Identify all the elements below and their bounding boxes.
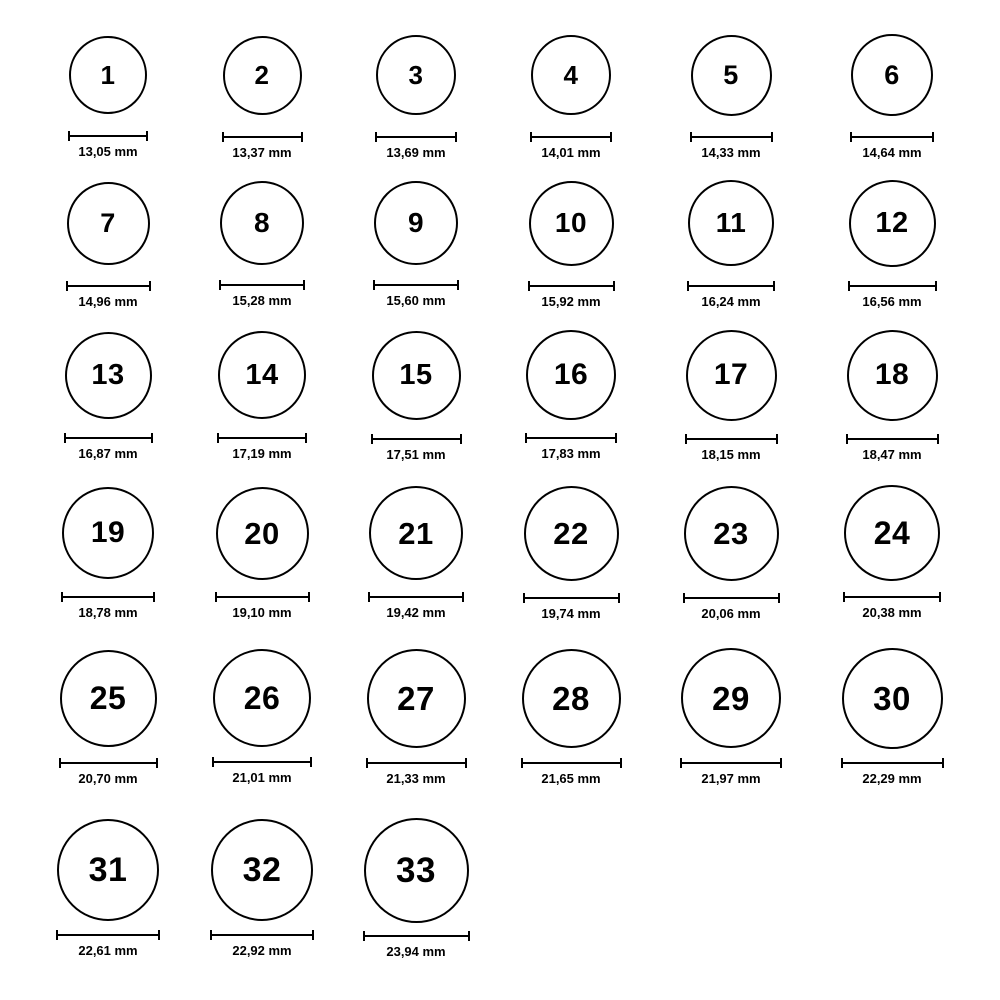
ring-circle (851, 34, 933, 116)
ring-number: 7 (100, 207, 116, 238)
measure-line (685, 438, 778, 440)
ring-diameter-label: 20,70 mm (78, 770, 138, 786)
ring-diameter-label: 14,64 mm (862, 145, 922, 160)
measure-cap-right (942, 758, 944, 768)
ring-circle (522, 649, 621, 748)
ring-circle (681, 648, 781, 748)
diameter-measure-bar (366, 758, 467, 768)
measure-line (212, 761, 312, 763)
ring-number: 32 (242, 851, 282, 889)
ring-number: 10 (554, 207, 588, 238)
ring-circle (67, 182, 150, 265)
ring-diameter-label: 17,83 mm (541, 446, 601, 461)
measure-line (523, 597, 620, 599)
measure-line (850, 136, 934, 138)
measure-line (366, 762, 467, 764)
ring-size-cell (341, 331, 491, 462)
diameter-measure-bar (64, 433, 153, 443)
ring-diameter-label: 17,51 mm (386, 446, 446, 462)
ring-number: 21 (398, 515, 434, 551)
ring-number: 27 (397, 679, 435, 717)
diameter-measure-bar (690, 132, 773, 142)
ring-circle (691, 35, 772, 116)
ring-size-cell (33, 36, 183, 159)
ring-circle (60, 650, 157, 747)
ring-size-cell (341, 818, 491, 959)
measure-cap-right (158, 930, 160, 940)
ring-number: 20 (244, 515, 280, 551)
diameter-measure-bar (530, 132, 612, 142)
ring-number: 25 (89, 680, 127, 716)
measure-line (64, 437, 153, 439)
measure-line (680, 762, 782, 764)
ring-size-cell (496, 181, 646, 309)
measure-cap-right (462, 592, 464, 602)
ring-size-cell (187, 181, 337, 308)
ring-diameter-label: 18,47 mm (862, 446, 922, 462)
measure-line (525, 437, 617, 439)
ring-size-cell (656, 35, 806, 160)
measure-cap-right (615, 433, 617, 443)
ring-circle (844, 485, 940, 581)
measure-cap-right (146, 131, 148, 141)
ring-size-cell (817, 180, 967, 309)
ring-size-cell (187, 487, 337, 620)
ring-diameter-label: 13,69 mm (386, 145, 446, 160)
ring-size-cell (341, 649, 491, 786)
ring-number: 23 (713, 515, 749, 551)
measure-line (375, 136, 457, 138)
ring-number: 33 (396, 850, 436, 890)
ring-circle (684, 486, 779, 581)
ring-number: 24 (873, 515, 911, 551)
measure-cap-right (303, 280, 305, 290)
measure-line (690, 136, 773, 138)
ring-circle (220, 181, 304, 265)
ring-diameter-label: 17,19 mm (232, 446, 292, 461)
measure-line (683, 597, 780, 599)
ring-circle (223, 36, 302, 115)
measure-cap-right (312, 930, 314, 940)
measure-line (56, 934, 160, 936)
diameter-measure-bar (687, 281, 775, 291)
ring-diameter-label: 16,24 mm (701, 294, 761, 309)
diameter-measure-bar (850, 132, 934, 142)
measure-cap-right (156, 758, 158, 768)
ring-diameter-label: 21,01 mm (232, 770, 292, 785)
ring-circle (524, 486, 619, 581)
diameter-measure-bar (68, 131, 148, 141)
ring-number: 15 (399, 358, 433, 391)
ring-number: 13 (91, 358, 125, 391)
measure-cap-right (932, 132, 934, 142)
ring-size-cell (341, 486, 491, 620)
measure-line (687, 285, 775, 287)
measure-cap-right (771, 132, 773, 142)
ring-diameter-label: 20,06 mm (701, 605, 761, 621)
ring-size-cell (187, 331, 337, 461)
ring-diameter-label: 22,92 mm (232, 943, 292, 958)
measure-cap-right (937, 434, 939, 444)
ring-number: 14 (245, 358, 279, 391)
ring-size-cell (496, 486, 646, 621)
ring-size-cell (187, 649, 337, 785)
measure-cap-right (620, 758, 622, 768)
measure-line (363, 935, 470, 937)
measure-cap-right (939, 592, 941, 602)
ring-circle (211, 819, 313, 921)
ring-diameter-label: 22,29 mm (862, 770, 922, 786)
ring-number: 16 (553, 358, 589, 391)
measure-cap-right (773, 281, 775, 291)
ring-diameter-label: 22,61 mm (78, 943, 138, 958)
ring-number: 11 (715, 207, 747, 238)
ring-size-cell (496, 35, 646, 160)
ring-circle (842, 648, 943, 749)
diameter-measure-bar (219, 280, 305, 290)
ring-diameter-label: 20,38 mm (862, 605, 922, 620)
diameter-measure-bar (521, 758, 622, 768)
diameter-measure-bar (680, 758, 782, 768)
ring-size-cell (817, 485, 967, 620)
ring-number: 6 (884, 59, 900, 90)
measure-cap-right (780, 758, 782, 768)
ring-circle (57, 819, 159, 921)
measure-line (848, 285, 937, 287)
ring-diameter-label: 21,97 mm (701, 771, 761, 786)
diameter-measure-bar (846, 434, 939, 444)
ring-number: 31 (88, 851, 128, 889)
ring-number: 22 (553, 515, 589, 551)
measure-line (61, 596, 155, 598)
measure-line (215, 596, 310, 598)
ring-circle (372, 331, 461, 420)
diameter-measure-bar (59, 758, 158, 768)
ring-circle (376, 35, 456, 115)
ring-diameter-label: 19,10 mm (232, 604, 292, 620)
ring-number: 19 (90, 516, 126, 549)
ring-size-cell (33, 819, 183, 958)
ring-size-cell (496, 649, 646, 786)
ring-size-cell (496, 330, 646, 461)
measure-cap-right (778, 593, 780, 603)
measure-cap-right (618, 593, 620, 603)
ring-diameter-label: 13,37 mm (232, 144, 292, 160)
ring-circle (529, 181, 614, 266)
diameter-measure-bar (683, 593, 780, 603)
measure-cap-right (457, 280, 459, 290)
ring-number: 4 (563, 60, 579, 90)
measure-cap-right (613, 281, 615, 291)
ring-diameter-label: 16,87 mm (78, 445, 138, 461)
diameter-measure-bar (363, 931, 470, 941)
ring-diameter-label: 15,28 mm (232, 293, 292, 308)
measure-line (368, 596, 464, 598)
ring-diameter-label: 13,05 mm (78, 144, 138, 159)
ring-size-cell (817, 34, 967, 160)
ring-number: 30 (873, 679, 911, 717)
diameter-measure-bar (222, 132, 303, 142)
measure-cap-right (468, 931, 470, 941)
ring-diameter-label: 19,74 mm (541, 605, 601, 621)
measure-line (222, 136, 303, 138)
measure-cap-right (455, 132, 457, 142)
diameter-measure-bar (210, 930, 314, 940)
measure-cap-right (301, 132, 303, 142)
diameter-measure-bar (373, 280, 459, 290)
ring-diameter-label: 14,01 mm (541, 145, 601, 160)
measure-cap-right (308, 592, 310, 602)
diameter-measure-bar (212, 757, 312, 767)
ring-circle (216, 487, 309, 580)
measure-line (217, 437, 307, 439)
measure-line (68, 135, 148, 137)
ring-number: 17 (713, 358, 749, 391)
measure-cap-right (305, 433, 307, 443)
ring-circle (369, 486, 463, 580)
measure-cap-right (310, 757, 312, 767)
diameter-measure-bar (523, 593, 620, 603)
ring-diameter-label: 18,15 mm (701, 446, 761, 462)
ring-size-cell (33, 650, 183, 786)
ring-diameter-label: 15,60 mm (386, 293, 446, 308)
ring-number: 9 (407, 207, 425, 238)
diameter-measure-bar (217, 433, 307, 443)
diameter-measure-bar (371, 434, 462, 444)
ring-circle (686, 330, 777, 421)
diameter-measure-bar (685, 434, 778, 444)
ring-circle (849, 180, 936, 267)
diameter-measure-bar (841, 758, 944, 768)
measure-line (210, 934, 314, 936)
ring-size-cell (817, 648, 967, 786)
measure-line (846, 438, 939, 440)
measure-line (219, 284, 305, 286)
ring-number: 18 (874, 358, 910, 391)
ring-diameter-label: 15,92 mm (541, 293, 601, 309)
ring-size-cell (341, 181, 491, 308)
diameter-measure-bar (848, 281, 937, 291)
ring-number: 28 (552, 679, 590, 717)
diameter-measure-bar (375, 132, 457, 142)
ring-size-cell (817, 330, 967, 462)
ring-diameter-label: 21,65 mm (541, 770, 601, 786)
ring-diameter-label: 14,33 mm (701, 144, 761, 160)
diameter-measure-bar (66, 281, 151, 291)
ring-diameter-label: 23,94 mm (386, 943, 446, 959)
ring-number: 2 (254, 60, 270, 90)
ring-number: 3 (408, 60, 424, 90)
ring-diameter-label: 14,96 mm (78, 293, 138, 309)
ring-number: 1 (100, 60, 116, 90)
measure-cap-right (935, 281, 937, 291)
diameter-measure-bar (368, 592, 464, 602)
ring-size-cell (656, 330, 806, 462)
measure-line (59, 762, 158, 764)
ring-size-cell (656, 648, 806, 786)
measure-cap-right (776, 434, 778, 444)
ring-diameter-label: 19,42 mm (386, 605, 446, 620)
ring-number: 5 (723, 59, 739, 90)
measure-line (521, 762, 622, 764)
measure-line (843, 596, 941, 598)
ring-size-cell (33, 182, 183, 309)
ring-size-cell (187, 819, 337, 958)
ring-circle (218, 331, 306, 419)
ring-circle (213, 649, 311, 747)
diameter-measure-bar (528, 281, 615, 291)
ring-circle (688, 180, 774, 266)
ring-diameter-label: 16,56 mm (862, 293, 922, 309)
ring-number: 12 (875, 206, 909, 239)
measure-line (528, 285, 615, 287)
ring-size-cell (33, 487, 183, 620)
measure-line (66, 285, 151, 287)
ring-circle (367, 649, 466, 748)
ring-size-cell (656, 180, 806, 309)
ring-circle (65, 332, 152, 419)
ring-circle (526, 330, 616, 420)
ring-circle (374, 181, 458, 265)
ring-circle (364, 818, 469, 923)
measure-line (371, 438, 462, 440)
diameter-measure-bar (843, 592, 941, 602)
measure-cap-right (149, 281, 151, 291)
ring-number: 8 (253, 207, 271, 238)
measure-line (373, 284, 459, 286)
measure-line (530, 136, 612, 138)
ring-diameter-label: 18,78 mm (78, 605, 138, 620)
ring-number: 29 (712, 679, 750, 717)
ring-size-cell (341, 35, 491, 160)
ring-number: 26 (243, 680, 281, 716)
ring-circle (847, 330, 938, 421)
ring-circle (69, 36, 147, 114)
measure-cap-right (465, 758, 467, 768)
ring-circle (531, 35, 611, 115)
diameter-measure-bar (525, 433, 617, 443)
ring-circle (62, 487, 154, 579)
ring-size-cell (656, 486, 806, 621)
ring-size-cell (187, 36, 337, 160)
measure-line (841, 762, 944, 764)
measure-cap-right (460, 434, 462, 444)
ring-size-cell (33, 332, 183, 461)
diameter-measure-bar (215, 592, 310, 602)
measure-cap-right (153, 592, 155, 602)
ring-diameter-label: 21,33 mm (386, 770, 446, 786)
measure-cap-right (610, 132, 612, 142)
diameter-measure-bar (56, 930, 160, 940)
measure-cap-right (151, 433, 153, 443)
diameter-measure-bar (61, 592, 155, 602)
